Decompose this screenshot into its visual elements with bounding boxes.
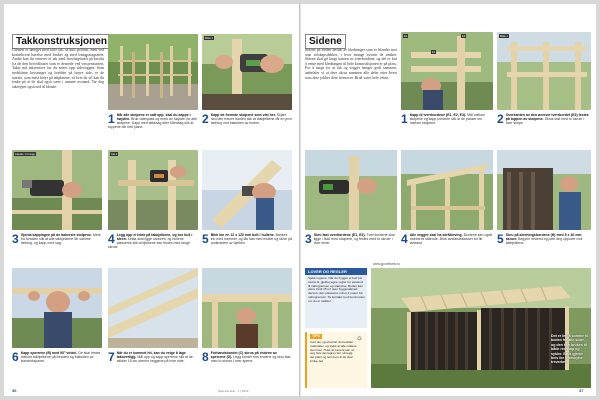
step-6-text: De skal festes mellom takbjelkene på forsiden og baksiden av konstruksjonen. [20, 351, 101, 364]
label-e2: E2 [404, 34, 408, 38]
step-8-lead: Forhandsbordet (C) skrus på endene av sperrene (D). [210, 351, 277, 360]
step-1-caption [108, 113, 198, 143]
step-5-caption [202, 233, 292, 263]
sides-step-3-number: 3 [305, 233, 312, 246]
tip-title: TIPS [312, 334, 320, 338]
step-2-caption [202, 113, 292, 143]
step-7-lead: Når du er kommet hit, kan du velge å lage takoverligg. [116, 351, 186, 360]
right-intro-text: Sidene på boden bestås av kledninger som er blandet mot sine selskapsdekker, i hvor mange avsnitt de ønsker. Sidene skal gå langs kanten av ytterbordene, og det er lurt å vente med kledningen til hele konstruksjonen er på plass. For å sørge for at tak og vegger henger godt sammen, anbefaler vi at dere skrur sammen alle deler etter hvert som dere jobber dere fremover. Bruk vater hele veien. [305, 48, 397, 80]
left-intro-text: Utfasen er umeget med rolle tak, så kult politisk, men ved konsekvent hørelse med bruker ag med trangparagrafen. Andre kan du entrerer et tak med hverdagsbrett på brisikt fra de den hovedbruset som er dernede ved vinsjenstarten, Taket må takyenfore før du settes opp sideveggen. Som nedskårne kryssinger og bredder på høyre side, er de største, som mest betyr på takplatene, så hvis du vil kan du tenke på at de skal også være i samme avstand. Tar deg taketyper også ned til blinde. [12, 48, 104, 89]
right-section-title: Sidene [305, 34, 346, 49]
sides-step-1-text: Mål mellom stolpene og kapp bordene slik at de passer inn mellom stolpene. [409, 113, 485, 126]
step-7-caption [108, 351, 198, 387]
photo-step-6 [12, 268, 102, 348]
sides-step-2-text: Skrus fast med to skruer i hver stolpe. [505, 117, 585, 126]
step-8-caption [202, 351, 292, 387]
sides-step-3-caption [305, 233, 397, 263]
sides-step-1-caption [401, 113, 493, 143]
step-5-text: Bankes inn med hammer, og lås fast med mutter og skive på undersiden av bjelken. [210, 233, 292, 246]
photo-step-3 [12, 150, 102, 230]
photo-step-4 [108, 150, 198, 230]
page-number-left: 36 [12, 388, 17, 393]
step-8-number: 8 [202, 351, 209, 364]
tip-box [305, 332, 367, 388]
photo-tag: Bilde 2 [205, 36, 213, 40]
sides-step-5-lead: Skru på kledningsbordene (H) med 5 x 40 mm skruer. [505, 233, 582, 242]
photo-step-5-sides [497, 150, 591, 230]
step-5-number: 5 [202, 233, 209, 246]
sides-step-3-lead: Skru fast overbordene (E1, E2). [313, 233, 366, 237]
finished-shed-caption: Det er lett å komme til boden fra alle sider, og den kan brukes til både redskap og sykler. Bruk gjerne beis for å beskytte treverket. [551, 334, 589, 365]
step-3-number: 3 [12, 233, 19, 246]
step-4-number: 4 [108, 233, 115, 246]
step-6-caption [12, 351, 102, 387]
magazine-spread [4, 4, 596, 396]
lightbulb-icon: ☼ [355, 333, 363, 342]
photo-step-7 [108, 268, 198, 348]
page-number-right: 37 [579, 388, 584, 393]
step-6-number: 6 [12, 351, 19, 364]
step-7-text: Mål opp og kapp sperrene slik at de stikker 15 cm utenfor veggene på hver side. [116, 355, 193, 364]
photo-step-4-sides [401, 150, 493, 230]
tip-text: Vær ute i god tid før du bestiller materialer, og sjekk at alle målene stemmer. Husk at treverk kan vri seg hvis det lagres feil, så legg det plant og tørt frem til du skal bruke det. [310, 341, 357, 363]
step-2-lead: Kapp de fremste stolpene som vist her. [210, 113, 276, 117]
step-7-number: 7 [108, 351, 115, 364]
sides-step-5-text: Begynn nederst og jobb deg oppover mot takbjelkene. [505, 237, 583, 246]
photo-tag: Bilde 1 [500, 34, 508, 38]
photo-step-5 [202, 150, 292, 230]
sides-step-1-lead: Kapp til tverrbordene (E1, E2, E3). [409, 113, 467, 117]
photo-tag: Fasade 1 til vegg [15, 152, 35, 156]
step-2-number: 2 [202, 113, 209, 126]
step-4-caption [108, 233, 198, 263]
photo-step-2-sides [497, 32, 591, 110]
left-page [4, 4, 300, 396]
step-2-text: Skjær ned den fremre kanten slik at takbjelkene får en jevn helning mot baksiden av boden. [210, 113, 292, 126]
step-6-lead: Kapp sperrene (B) med 90° vinkel. [20, 351, 78, 355]
sides-step-2-lead: Overkanten av den øverste tverrbordet (E3) festes på toppen av stolpene. [505, 113, 589, 122]
step-4-text: Lekta skal ligge vannrett, og hullene plasseres slik at bjelkene kan festes med lange skruer. [108, 237, 190, 250]
sides-step-4-caption [401, 233, 493, 263]
rules-text: Sjekk reglene. Når du bygger ei bod på tomta di, gjelder egne regler for avstand til nabogrensen og størrelse. Boden kan være inntil 15 m² uten byggesøknad dersom den plasseres minst 1 meter fra nabogrensen. Ta kontakt med kommunen om du er usikker. [308, 277, 365, 303]
sides-step-3-text: Tverrbordene skal ligge i flukt med stolpene, og festes med to skruer i hver ende. [313, 233, 395, 246]
step-1-number: 1 [108, 113, 115, 126]
step-4-lead: Legg opp ei lekte på takbjelkene, og bor hull i ideen. [116, 233, 193, 242]
step-5-lead: Bikk inn en 12 x 120 mm bolt i hullene. [210, 233, 275, 237]
photo-step-2 [202, 34, 292, 110]
step-1-lead: Når alle stolpene er satt opp, skal du kappe i høyden. [116, 113, 191, 122]
step-3-text: Merk fra forsiden slik at alle takbjelkene får samme helning, og kapp med sag. [20, 233, 101, 246]
label-e3: E3 [462, 34, 466, 38]
step-3-caption [12, 233, 102, 263]
sides-step-4-number: 4 [401, 233, 408, 246]
photo-step-1 [108, 34, 198, 110]
sides-step-2-number: 2 [497, 113, 504, 126]
step-3-lead: Gjenta kappingen på de bakerste stolpene. [20, 233, 92, 237]
photo-step-1-sides [401, 32, 493, 110]
website-url: www.gjordetselv.no [373, 262, 401, 266]
sides-step-2-caption [497, 113, 591, 143]
sides-step-4-lead: Alle vegger skal ha skråkleving. [409, 233, 463, 237]
photo-tag: Tak 1 [111, 152, 118, 156]
rules-title: LOVER OG REGLER [305, 268, 367, 275]
label-e1: E1 [432, 50, 436, 54]
left-section-title: Takkonstruksjonen [12, 34, 111, 49]
footer-left: Gjør det selv · 7 | 2013 [218, 389, 249, 393]
step-8-text: Legg bordet mot endene og skru fast med to skruer i hver sperre. [210, 355, 291, 364]
sides-step-4-text: Bordene kan også monteres stående. Bruk avstandsklosser for lik avstand. [409, 233, 493, 246]
step-1-text: Bruk vaterpass og merk av høyden for alle stolpene. Kapp med stikksag eller håndsag slik at toppene blir helt plane. [108, 117, 197, 130]
right-page [301, 4, 596, 396]
rules-box [305, 268, 367, 328]
sides-step-5-caption [497, 233, 591, 263]
photo-step-3-sides [305, 150, 397, 230]
photo-step-8 [202, 268, 292, 348]
sides-step-5-number: 5 [497, 233, 504, 246]
sides-step-1-number: 1 [401, 113, 408, 126]
